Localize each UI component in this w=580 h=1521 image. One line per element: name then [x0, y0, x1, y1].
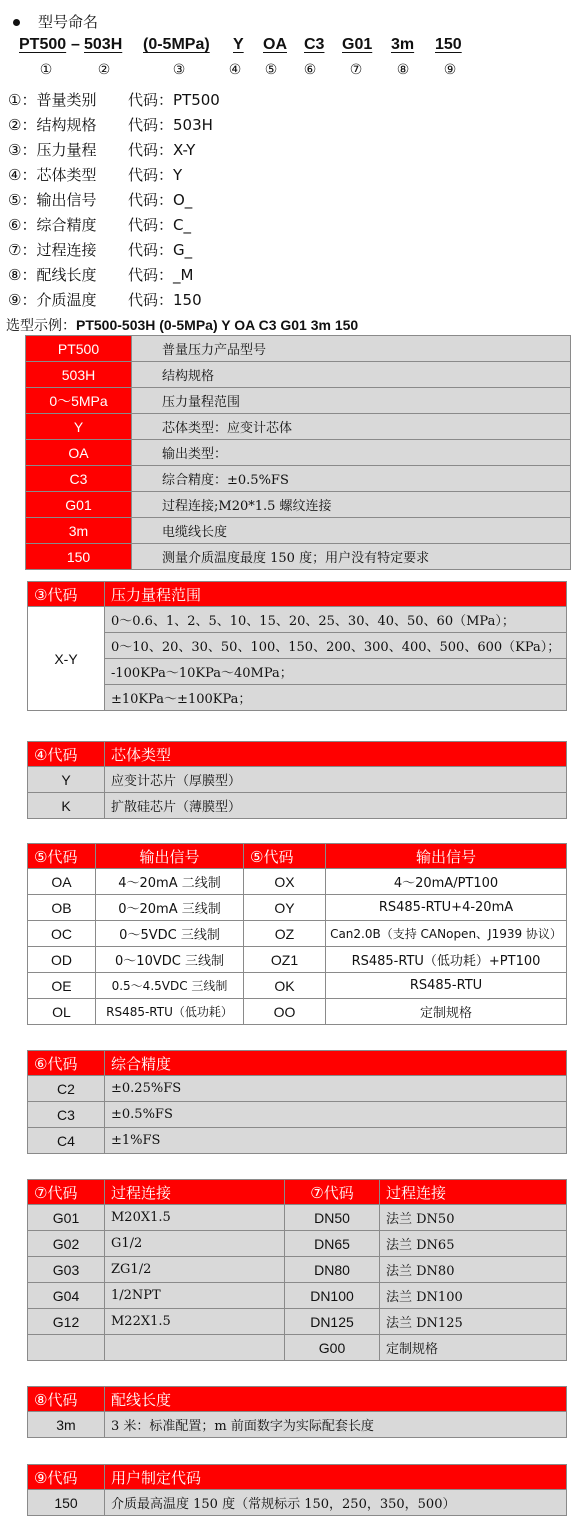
table-row — [28, 921, 567, 947]
pressure-range-table — [27, 581, 567, 711]
range-code: X-Y — [28, 607, 105, 711]
table-header-row — [28, 844, 567, 869]
accuracy-code: C2 — [28, 1076, 105, 1102]
description-code: 代码：O_ — [128, 191, 193, 209]
description-label: ⑧：配线长度 — [8, 266, 97, 284]
table-row — [28, 947, 567, 973]
output-code: OB — [28, 895, 96, 921]
table-row — [28, 1309, 567, 1335]
code-description — [8, 238, 193, 262]
process-code: G01 — [28, 1205, 105, 1231]
description-code: 代码：C_ — [128, 216, 191, 234]
table-row — [28, 659, 567, 685]
output-code: OO — [244, 999, 326, 1025]
summary-code: C3 — [26, 466, 132, 492]
position-number: ⑥ — [303, 62, 317, 78]
accuracy-text: ±0.5%FS — [105, 1102, 567, 1128]
custom-code-table — [27, 1464, 567, 1516]
table-header-row — [28, 1387, 567, 1412]
header-code: ⑥代码 — [28, 1051, 105, 1076]
accuracy-text: ±1%FS — [105, 1128, 567, 1154]
table-row — [26, 362, 571, 388]
accuracy-text: ±0.25%FS — [105, 1076, 567, 1102]
header-code: ⑤代码 — [244, 844, 326, 869]
table-header-row — [28, 742, 567, 767]
bullet-icon — [13, 19, 20, 26]
process-code: G03 — [28, 1257, 105, 1283]
core-type-table — [27, 741, 567, 819]
core-text: 应变计芯片（厚膜型） — [105, 767, 567, 793]
position-number: ④ — [228, 62, 242, 78]
process-text: 法兰 DN65 — [380, 1231, 567, 1257]
table-header-row — [28, 1180, 567, 1205]
table-row — [28, 607, 567, 633]
core-text: 扩散硅芯片（薄膜型） — [105, 793, 567, 819]
model-separator: – — [71, 36, 80, 53]
output-text: 0～20mA 三线制 — [96, 895, 244, 921]
header-title: 综合精度 — [105, 1051, 567, 1076]
model-part: 150 — [435, 36, 462, 53]
table-row — [28, 1257, 567, 1283]
accuracy-code: C4 — [28, 1128, 105, 1154]
description-label: ①：普量类别 — [8, 91, 97, 109]
summary-code: 150 — [26, 544, 132, 570]
summary-code: G01 — [26, 492, 132, 518]
process-text — [105, 1335, 285, 1361]
output-code: OZ — [244, 921, 326, 947]
summary-code: 3m — [26, 518, 132, 544]
table-row — [28, 1490, 567, 1516]
selection-example — [6, 315, 358, 335]
table-row — [28, 999, 567, 1025]
summary-text: 电缆线长度 — [132, 518, 571, 544]
range-value: 0～10、20、30、50、100、150、200、300、400、500、600（KPa）； — [105, 633, 567, 659]
process-code: G00 — [285, 1335, 380, 1361]
code-description — [8, 288, 202, 312]
model-code-line — [0, 36, 580, 62]
description-label: ③：压力量程 — [8, 141, 97, 159]
cable-code: 3m — [28, 1412, 105, 1438]
process-code: DN80 — [285, 1257, 380, 1283]
table-row — [26, 466, 571, 492]
description-code: 代码：_M — [128, 266, 194, 284]
header-title: 过程连接 — [380, 1180, 567, 1205]
header-title: 压力量程范围 — [105, 582, 567, 607]
position-number: ⑧ — [396, 62, 410, 78]
output-signal-table — [27, 843, 567, 1025]
output-text: Can2.0B（支持 CANopen、J1939 协议） — [326, 921, 567, 947]
header-code: ⑧代码 — [28, 1387, 105, 1412]
summary-text: 普量压力产品型号 — [132, 336, 571, 362]
header-code: ⑦代码 — [285, 1180, 380, 1205]
position-number: ⑦ — [349, 62, 363, 78]
description-label: ⑤：输出信号 — [8, 191, 97, 209]
header-code: ④代码 — [28, 742, 105, 767]
output-code: OY — [244, 895, 326, 921]
range-value: -100KPa～10KPa～40MPa； — [105, 659, 567, 685]
header-title: 输出信号 — [96, 844, 244, 869]
table-row — [28, 973, 567, 999]
process-text: ZG1/2 — [105, 1257, 285, 1283]
code-description — [8, 188, 193, 212]
code-description — [8, 113, 213, 137]
table-row — [28, 633, 567, 659]
summary-text: 结构规格 — [132, 362, 571, 388]
code-description — [8, 88, 220, 112]
header-title: 芯体类型 — [105, 742, 567, 767]
range-value: ±10KPa～±100KPa； — [105, 685, 567, 711]
summary-code: PT500 — [26, 336, 132, 362]
custom-text: 介质最高温度 150 度（常规标示 150，250，350，500） — [105, 1490, 567, 1516]
output-code: OD — [28, 947, 96, 973]
core-code: K — [28, 793, 105, 819]
process-text: M20X1.5 — [105, 1205, 285, 1231]
process-text: G1/2 — [105, 1231, 285, 1257]
process-text: 1/2NPT — [105, 1283, 285, 1309]
output-code: OZ1 — [244, 947, 326, 973]
position-number: ① — [39, 62, 53, 78]
table-header-row — [28, 582, 567, 607]
output-text: RS485-RTU+4-20mA — [326, 895, 567, 921]
position-number: ② — [97, 62, 111, 78]
summary-code: 503H — [26, 362, 132, 388]
table-row — [28, 1335, 567, 1361]
table-row — [28, 1283, 567, 1309]
summary-code: OA — [26, 440, 132, 466]
table-row — [28, 1412, 567, 1438]
description-code: 代码：G_ — [128, 241, 193, 259]
summary-text: 过程连接;M20*1.5 螺纹连接 — [132, 492, 571, 518]
output-text: 4～20mA 二线制 — [96, 869, 244, 895]
table-row — [28, 767, 567, 793]
output-text: RS485-RTU（低功耗） — [96, 999, 244, 1025]
process-text: 法兰 DN125 — [380, 1309, 567, 1335]
table-row — [26, 518, 571, 544]
process-text: 定制规格 — [380, 1335, 567, 1361]
summary-text: 压力量程范围 — [132, 388, 571, 414]
header-title: 过程连接 — [105, 1180, 285, 1205]
code-description — [8, 263, 194, 287]
accuracy-table — [27, 1050, 567, 1154]
accuracy-code: C3 — [28, 1102, 105, 1128]
process-code — [28, 1335, 105, 1361]
header-title: 输出信号 — [326, 844, 567, 869]
summary-text: 综合精度：±0.5%FS — [132, 466, 571, 492]
table-row — [26, 492, 571, 518]
description-label: ⑥：综合精度 — [8, 216, 97, 234]
table-row — [28, 685, 567, 711]
range-value: 0～0.6、1、2、5、10、15、20、25、30、40、50、60（MPa）； — [105, 607, 567, 633]
table-row — [26, 440, 571, 466]
section-heading — [13, 11, 98, 32]
output-text: 4～20mA/PT100 — [326, 869, 567, 895]
output-text: RS485-RTU（低功耗）+PT100 — [326, 947, 567, 973]
description-code: 代码：503H — [128, 116, 213, 134]
output-code: OX — [244, 869, 326, 895]
summary-table — [25, 335, 571, 570]
process-connection-table — [27, 1179, 567, 1361]
output-text: 定制规格 — [326, 999, 567, 1025]
model-part: 503H — [84, 36, 123, 53]
table-row — [28, 1128, 567, 1154]
table-row — [26, 544, 571, 570]
cable-length-table — [27, 1386, 567, 1438]
process-code: G02 — [28, 1231, 105, 1257]
output-code: OE — [28, 973, 96, 999]
description-label: ⑨：介质温度 — [8, 291, 97, 309]
output-text: 0.5～4.5VDC 三线制 — [96, 973, 244, 999]
core-code: Y — [28, 767, 105, 793]
table-row — [28, 1231, 567, 1257]
custom-code: 150 — [28, 1490, 105, 1516]
process-text: 法兰 DN50 — [380, 1205, 567, 1231]
description-code: 代码：PT500 — [128, 91, 220, 109]
cable-text: 3 米：标准配置；m 前面数字为实际配套长度 — [105, 1412, 567, 1438]
table-row — [28, 895, 567, 921]
header-code: ⑨代码 — [28, 1465, 105, 1490]
description-code: 代码：150 — [128, 291, 202, 309]
process-code: DN100 — [285, 1283, 380, 1309]
table-row — [28, 1102, 567, 1128]
output-code: OL — [28, 999, 96, 1025]
header-code: ③代码 — [28, 582, 105, 607]
code-description — [8, 213, 191, 237]
model-part: (0-5MPa) — [143, 36, 210, 53]
output-text: RS485-RTU — [326, 973, 567, 999]
header-code: ⑦代码 — [28, 1180, 105, 1205]
example-value: PT500-503H (0-5MPa) Y OA C3 G01 3m 150 — [76, 317, 359, 333]
output-code: OK — [244, 973, 326, 999]
output-text: 0～5VDC 三线制 — [96, 921, 244, 947]
summary-code: 0～5MPa — [26, 388, 132, 414]
table-row — [26, 336, 571, 362]
description-label: ⑦：过程连接 — [8, 241, 97, 259]
table-header-row — [28, 1051, 567, 1076]
table-row — [28, 1076, 567, 1102]
description-label: ④：芯体类型 — [8, 166, 97, 184]
output-code: OC — [28, 921, 96, 947]
description-label: ②：结构规格 — [8, 116, 97, 134]
process-code: G04 — [28, 1283, 105, 1309]
output-text: 0～10VDC 三线制 — [96, 947, 244, 973]
process-code: DN65 — [285, 1231, 380, 1257]
position-number: ⑤ — [264, 62, 278, 78]
model-part: 3m — [391, 36, 415, 53]
model-part: G01 — [342, 36, 373, 53]
position-number: ③ — [172, 62, 186, 78]
code-description — [8, 138, 196, 162]
description-code: 代码：X-Y — [128, 141, 196, 159]
model-part: C3 — [304, 36, 325, 53]
summary-text: 测量介质温度最度 150 度；用户没有特定要求 — [132, 544, 571, 570]
header-title: 配线长度 — [105, 1387, 567, 1412]
heading-text: 型号命名 — [38, 13, 99, 31]
table-row — [26, 388, 571, 414]
summary-code: Y — [26, 414, 132, 440]
output-code: OA — [28, 869, 96, 895]
model-part: PT500 — [19, 36, 67, 53]
position-number: ⑨ — [443, 62, 457, 78]
process-code: DN125 — [285, 1309, 380, 1335]
header-code: ⑤代码 — [28, 844, 96, 869]
code-description — [8, 163, 183, 187]
process-code: DN50 — [285, 1205, 380, 1231]
description-code: 代码：Y — [128, 166, 183, 184]
model-part: OA — [263, 36, 287, 53]
table-row — [26, 414, 571, 440]
summary-text: 输出类型： — [132, 440, 571, 466]
table-header-row — [28, 1465, 567, 1490]
process-text: M22X1.5 — [105, 1309, 285, 1335]
table-row — [28, 869, 567, 895]
process-text: 法兰 DN100 — [380, 1283, 567, 1309]
table-row — [28, 793, 567, 819]
model-part: Y — [233, 36, 244, 53]
process-code: G12 — [28, 1309, 105, 1335]
position-numbers — [0, 62, 580, 82]
process-text: 法兰 DN80 — [380, 1257, 567, 1283]
summary-text: 芯体类型：应变计芯体 — [132, 414, 571, 440]
header-title: 用户制定代码 — [105, 1465, 567, 1490]
table-row — [28, 1205, 567, 1231]
example-prefix: 选型示例： — [6, 318, 76, 334]
